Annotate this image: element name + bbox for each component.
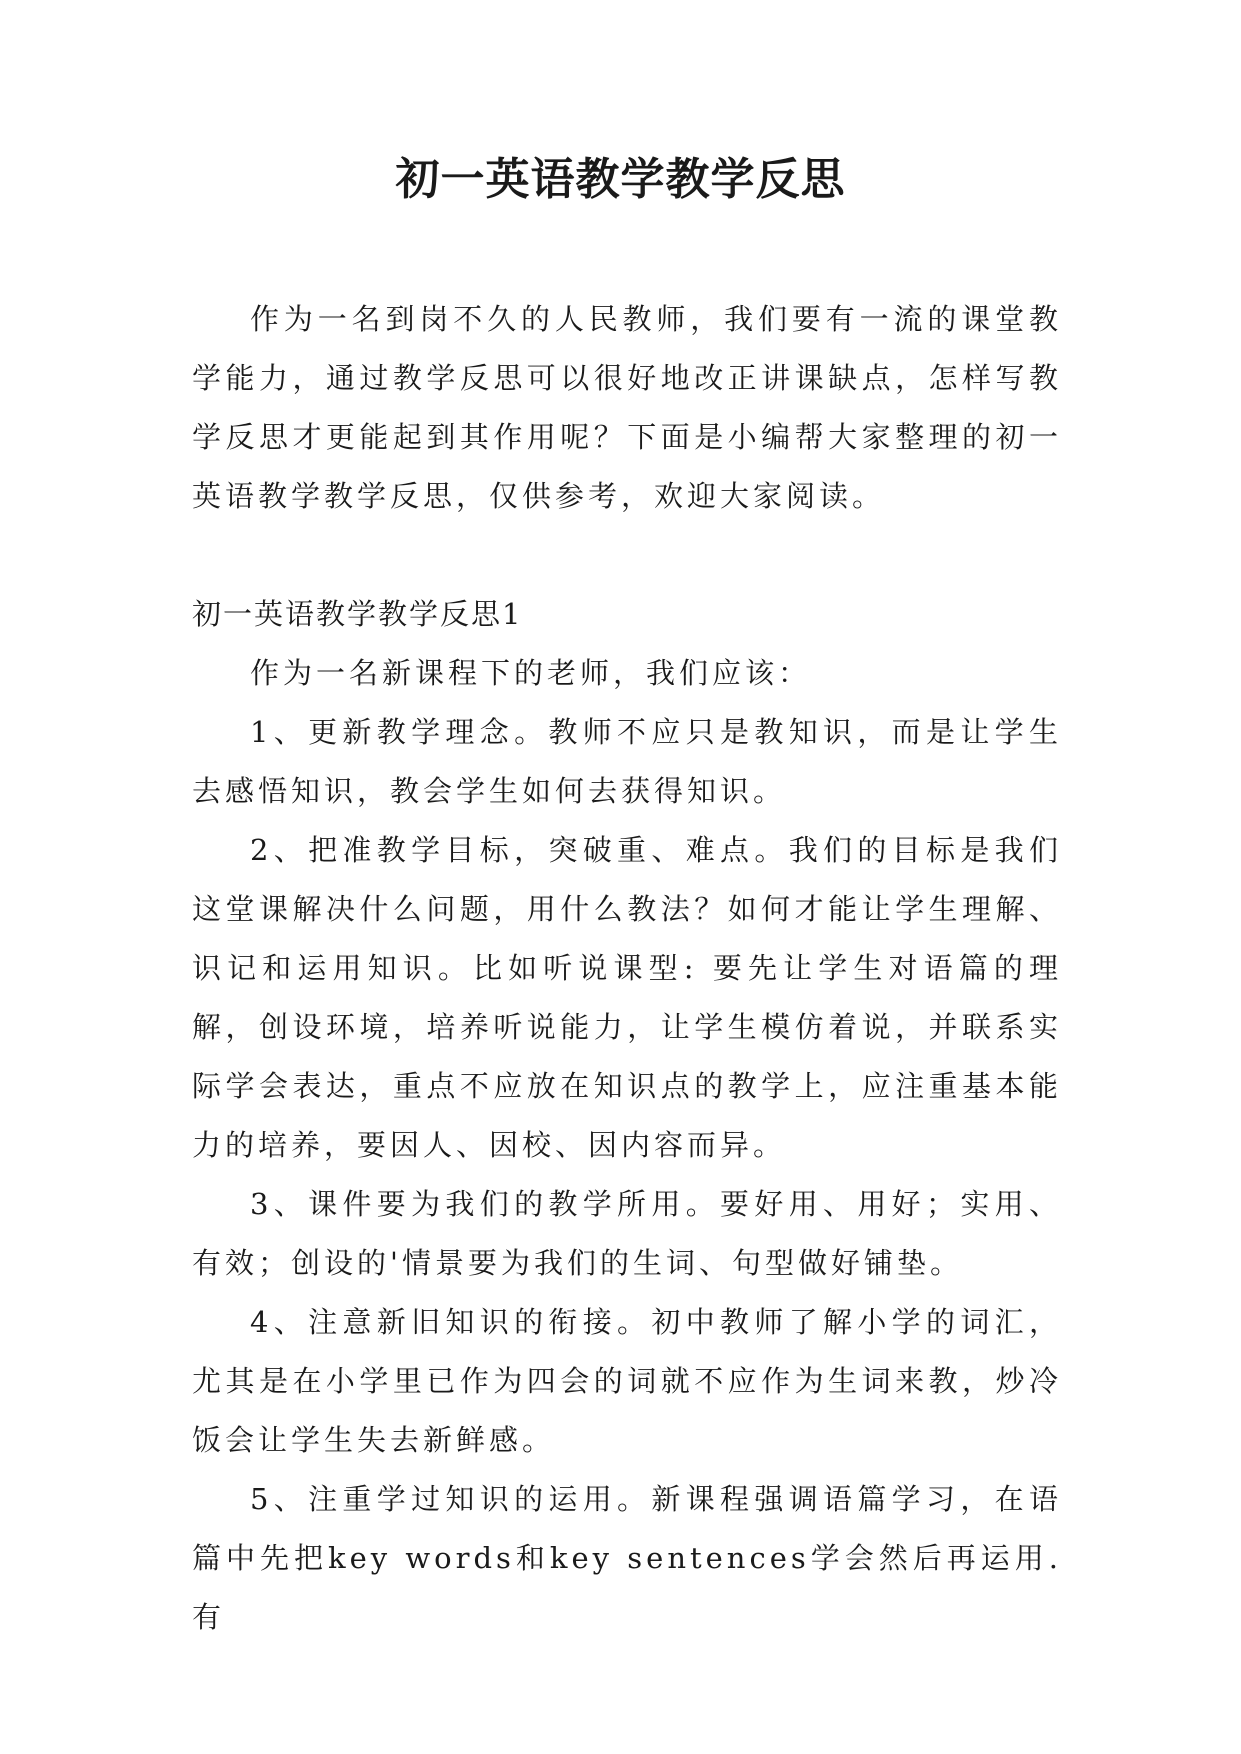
body-paragraph: 1、更新教学理念。教师不应只是教知识，而是让学生去感悟知识，教会学生如何去获得知识。 — [192, 715, 1062, 808]
intro-paragraph: 作为一名到岗不久的人民教师，我们要有一流的课堂教学能力，通过教学反思可以很好地改正讲课缺点，怎样写教学反思才更能起到其作用呢？下面是小编帮大家整理的初一英语教学教学反思，仅供参考，欢迎大家阅读。 — [192, 302, 1062, 513]
body-paragraph: 3、课件要为我们的教学所用。要好用、用好；实用、有效；创设的'情景要为我们的生词、句型做好铺垫。 — [192, 1187, 1062, 1280]
section-heading: 初一英语教学教学反思1 — [192, 597, 523, 631]
body-paragraph: 4、注意新旧知识的衔接。初中教师了解小学的词汇，尤其是在小学里已作为四会的词就不应作为生词来教，炒冷饭会让学生失去新鲜感。 — [192, 1305, 1062, 1457]
body-paragraph: 5、注重学过知识的运用。新课程强调语篇学习，在语篇中先把key words和key sentences学会然后再运用.有 — [192, 1482, 1062, 1634]
document-title: 初一英语教学教学反思 — [395, 154, 846, 205]
document-body — [192, 290, 1062, 1647]
body-paragraph: 作为一名新课程下的老师，我们应该： — [250, 656, 812, 690]
body-paragraph: 2、把准教学目标，突破重、难点。我们的目标是我们这堂课解决什么问题，用什么教法？如何才能让学生理解、识记和运用知识。比如听说课型: 要先让学生对语篇的理解，创设环境，培养听说能力，让学生模仿着说，并联系实际学会表达，重点不应放在知识点的教学上，应注重基本能力的培养，要因人、因校、因内容而异。 — [192, 833, 1062, 1162]
